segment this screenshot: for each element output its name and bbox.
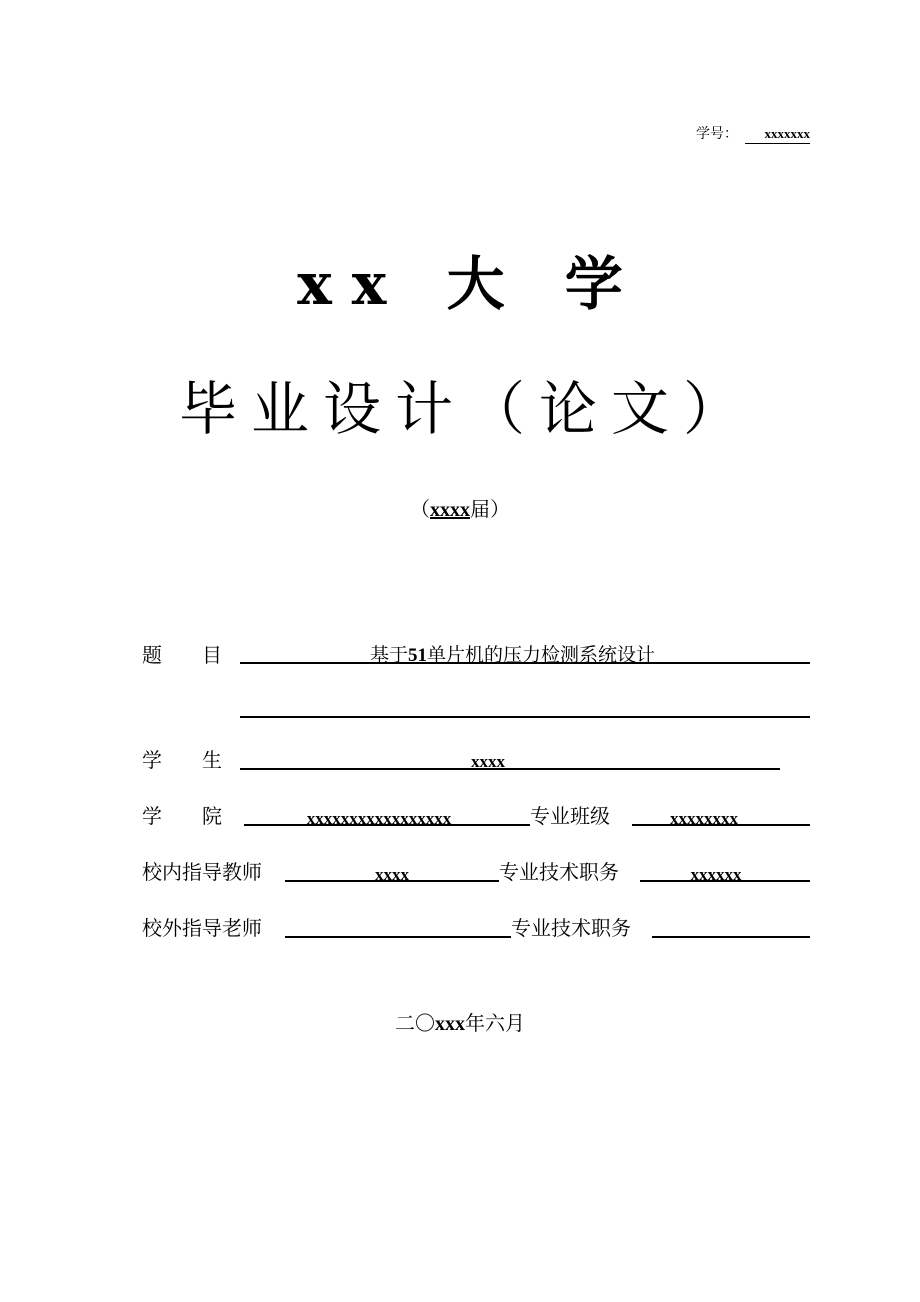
topic-label: 题 目 bbox=[142, 643, 222, 667]
topic-value-suffix: 单片机的压力检测系统设计 bbox=[427, 644, 656, 666]
college-label: 学 院 bbox=[142, 804, 222, 828]
external-advisor-line bbox=[285, 936, 511, 938]
internal-advisor-label: 校内指导教师 bbox=[142, 860, 262, 884]
student-number-value: xxxxxxx bbox=[745, 124, 810, 144]
session-suffix: 届） bbox=[470, 497, 510, 521]
university-title: xx 大 学 bbox=[297, 250, 643, 318]
student-value: xxxx bbox=[471, 752, 505, 771]
date-line bbox=[0, 1008, 920, 1039]
external-title-line bbox=[652, 936, 810, 938]
session-year: xxxx bbox=[430, 499, 470, 521]
date-prefix: 二〇 bbox=[395, 1011, 435, 1035]
topic-value-num: 51 bbox=[408, 645, 427, 666]
session-line bbox=[0, 493, 920, 526]
internal-title-value: xxxxxx bbox=[690, 865, 742, 884]
date-year: xxx bbox=[435, 1013, 465, 1035]
major-class-label: 专业班级 bbox=[530, 804, 610, 828]
external-advisor-label: 校外指导老师 bbox=[142, 916, 262, 940]
external-title-label: 专业技术职务 bbox=[511, 916, 631, 940]
topic-value-prefix: 基于 bbox=[369, 644, 408, 666]
topic-value bbox=[240, 641, 785, 670]
college-value: xxxxxxxxxxxxxxxxx bbox=[306, 809, 452, 828]
internal-advisor-value: xxxx bbox=[375, 865, 409, 884]
major-class-value: xxxxxxxx bbox=[670, 809, 738, 828]
internal-title-label: 专业技术职务 bbox=[499, 860, 619, 884]
document-type-title: 毕业设计（论文） bbox=[178, 375, 755, 443]
session-open: （ bbox=[410, 497, 430, 521]
date-suffix: 年六月 bbox=[465, 1011, 525, 1035]
student-label: 学 生 bbox=[142, 748, 222, 772]
topic-line-2 bbox=[240, 716, 810, 718]
student-number-label: 学号： bbox=[696, 126, 738, 142]
